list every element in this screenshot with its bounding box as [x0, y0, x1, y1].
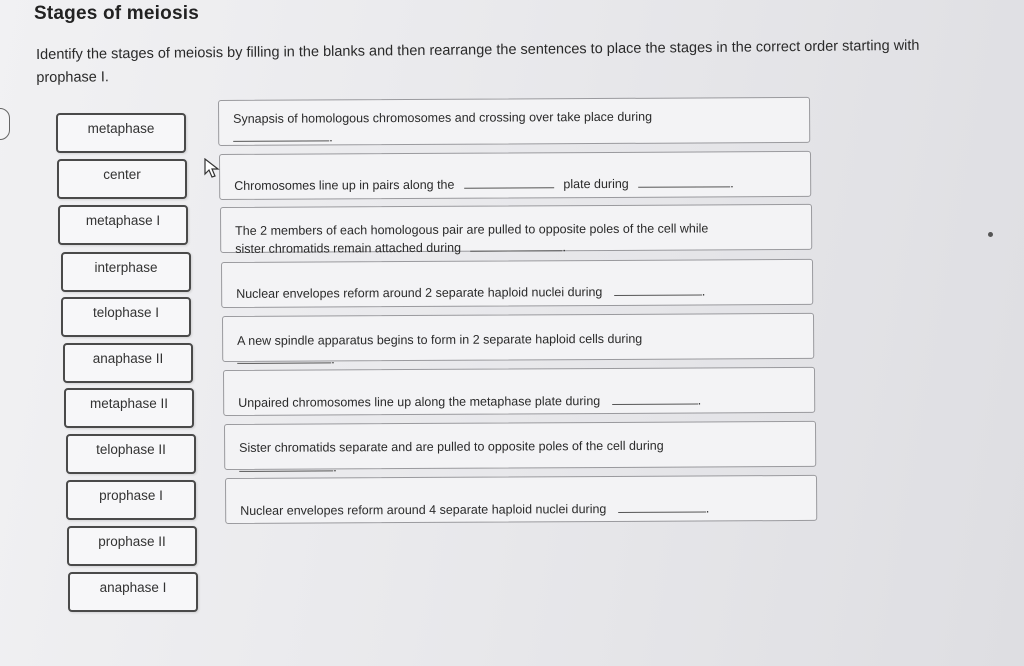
cursor-icon — [204, 158, 220, 180]
instructions-text: Identify the stages of meiosis by filling in the blanks and then rearrange the sentences to place the stages in the correct order starting with prophase I. — [36, 37, 920, 86]
sentence-box-unpaired[interactable]: Unpaired chromosomes line up along the metaphase plate during . — [223, 367, 815, 416]
option-center[interactable]: center — [57, 159, 187, 199]
answer-blank[interactable] — [237, 352, 331, 363]
sentence-box-sister-chromatids[interactable]: Sister chromatids separate and are pulled to opposite poles of the cell during . — [224, 421, 816, 470]
sentence-text: A new spindle apparatus begins to form in 2 separate haploid cells during — [237, 331, 643, 348]
option-metaphase[interactable]: metaphase — [56, 113, 186, 153]
option-telophase-i[interactable]: telophase I — [61, 297, 191, 337]
page-title: Stages of meiosis — [34, 3, 199, 24]
sentence-text: Synapsis of homologous chromosomes and crossing over take place during — [233, 109, 653, 126]
answer-blank[interactable] — [614, 284, 702, 295]
sentence-box-chromosomes-pairs[interactable]: Chromosomes line up in pairs along the plate during . — [219, 151, 811, 200]
answer-blank[interactable] — [239, 460, 333, 471]
sentence-box-homologous-pulled[interactable]: The 2 members of each homologous pair are pulled to opposite poles of the cell while sister chromatids remain attached during . — [220, 204, 812, 253]
sentence-text: Nuclear envelopes reform around 2 separate haploid nuclei during — [236, 285, 603, 301]
option-anaphase-ii[interactable]: anaphase II — [63, 343, 193, 383]
answer-blank[interactable] — [470, 240, 562, 251]
answer-blank[interactable] — [233, 130, 329, 142]
sentence-text: plate during — [563, 176, 629, 192]
sentence-text: Nuclear envelopes reform around 4 separate haploid nuclei during — [240, 502, 607, 518]
dot-mark — [988, 232, 993, 237]
sentence-text: Chromosomes line up in pairs along the — [234, 177, 455, 193]
option-telophase-ii[interactable]: telophase II — [66, 434, 196, 474]
answer-blank[interactable] — [612, 394, 698, 405]
side-panel-tab[interactable] — [0, 108, 10, 140]
sentence-text: The 2 members of each homologous pair are pulled to opposite poles of the cell while — [235, 221, 709, 238]
sentence-box-nuclear-2[interactable]: Nuclear envelopes reform around 2 separate haploid nuclei during . — [221, 259, 813, 308]
option-interphase[interactable]: interphase — [61, 252, 191, 292]
sentence-box-spindle[interactable]: A new spindle apparatus begins to form in 2 separate haploid cells during . — [222, 313, 814, 362]
sentence-box-nuclear-4[interactable]: Nuclear envelopes reform around 4 separate haploid nuclei during . — [225, 475, 817, 524]
option-prophase-i[interactable]: prophase I — [66, 480, 196, 520]
option-metaphase-ii[interactable]: metaphase II — [64, 388, 194, 428]
option-prophase-ii[interactable]: prophase II — [67, 526, 197, 566]
answer-blank[interactable] — [464, 177, 554, 188]
sentence-text: Unpaired chromosomes line up along the metaphase plate during — [238, 394, 601, 410]
option-metaphase-i[interactable]: metaphase I — [58, 205, 188, 245]
sentence-text: sister chromatids remain attached during — [235, 240, 462, 256]
sentence-box-synapsis[interactable]: Synapsis of homologous chromosomes and crossing over take place during . — [218, 97, 810, 146]
answer-blank[interactable] — [618, 501, 706, 512]
answer-blank[interactable] — [638, 176, 730, 187]
option-anaphase-i[interactable]: anaphase I — [68, 572, 198, 612]
sentence-text: Sister chromatids separate and are pulled to opposite poles of the cell during — [239, 438, 664, 455]
